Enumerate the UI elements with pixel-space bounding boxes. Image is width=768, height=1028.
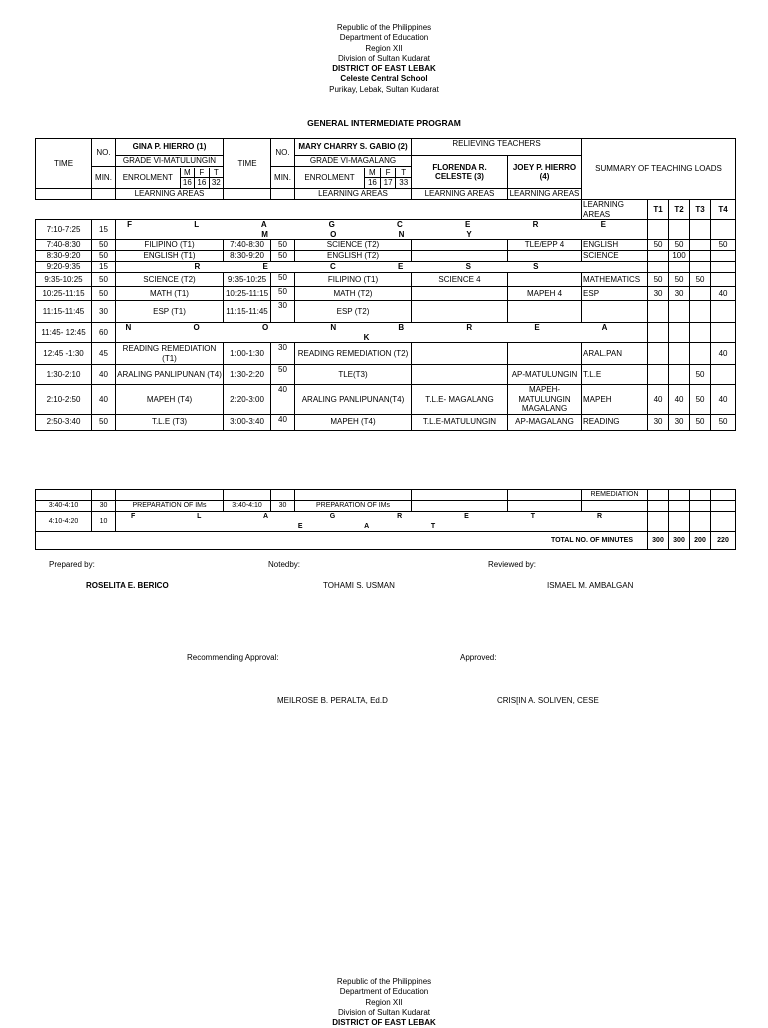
time-cell: 11:15-11:45: [224, 301, 271, 323]
col-time: TIME: [36, 139, 92, 189]
time-cell: 1:30-2:10: [36, 365, 92, 385]
reviewed-by-name: ISMAEL M. AMBALGAN: [547, 581, 634, 590]
enr-f-value: 16: [195, 178, 209, 188]
time-cell: 10:25-11:15: [36, 287, 92, 301]
time-cell: 11:45- 12:45: [36, 323, 92, 343]
summary-label: SUMMARY OF TEACHING LOADS: [582, 139, 736, 200]
load-t2: 100: [669, 251, 690, 262]
schedule-row: [36, 323, 736, 343]
min-cell: 40: [92, 385, 116, 415]
enr-f: F: [195, 168, 209, 178]
time-cell: 3:40-4:10: [224, 501, 271, 512]
la-cell: TLE(T3): [295, 365, 412, 385]
enrolment-2: [295, 167, 412, 189]
blank-cell: [92, 189, 116, 200]
min-cell: 50: [92, 287, 116, 301]
enr-m-value: 16: [365, 178, 381, 188]
min-cell: 15: [92, 220, 116, 240]
time-cell: 2:20-3:00: [224, 385, 271, 415]
summary-la-cell: ENGLISH: [582, 240, 648, 251]
schedule-row: [36, 365, 736, 385]
total-t2: 300: [669, 532, 690, 550]
min-cell: 30: [92, 301, 116, 323]
header-line: Republic of the Philippines: [336, 23, 432, 32]
la-cell: MAPEH (T4): [116, 385, 224, 415]
load-t2: 50: [669, 273, 690, 287]
col-t4: T4: [711, 200, 736, 220]
time-cell: 12:45 -1:30: [36, 343, 92, 365]
min-cell: 30: [271, 343, 295, 365]
la-cell: TLE/EPP 4: [508, 240, 582, 251]
load-t3: [711, 220, 736, 240]
load-t3: 50: [690, 365, 711, 385]
min-cell: 50: [92, 251, 116, 262]
la-cell: [508, 343, 582, 365]
la-cell: MAPEH-MATULUNGIN MAGALANG: [508, 385, 582, 415]
min-cell: 40: [271, 385, 295, 415]
la-cell: [508, 301, 582, 323]
summary-la-cell: [648, 262, 669, 273]
letterhead: [0, 23, 768, 95]
time-cell: 9:35-10:25: [224, 273, 271, 287]
schedule-row: [36, 273, 736, 287]
load-t4: 40: [711, 385, 736, 415]
la-cell: ESP (T1): [116, 301, 224, 323]
min-cell: 30: [271, 301, 295, 323]
time-cell: 2:10-2:50: [36, 385, 92, 415]
schedule-row: [36, 220, 736, 240]
enr-t-value: 33: [396, 178, 411, 188]
la-cell: T.L.E (T3): [116, 414, 224, 430]
relieving-teachers-label: RELIEVING TEACHERS: [412, 139, 582, 156]
school-address: Purikay, Lebak, Sultan Kudarat: [329, 84, 439, 94]
load-t3: [690, 251, 711, 262]
time-cell: 4:10-4:20: [36, 512, 92, 532]
summary-la-cell: MAPEH: [582, 385, 648, 415]
grade-2: GRADE VI-MAGALANG: [295, 156, 412, 167]
load-t2: 30: [669, 287, 690, 301]
summary-la-cell: MATHEMATICS: [582, 273, 648, 287]
recommending-name: MEILROSE B. PERALTA, Ed.D: [277, 696, 388, 705]
load-t1: [648, 301, 669, 323]
time-cell: 7:10-7:25: [36, 220, 92, 240]
col-time-2: TIME: [224, 139, 271, 189]
total-t1: 300: [648, 532, 669, 550]
enr-f: F: [380, 168, 396, 178]
load-t4: 40: [711, 287, 736, 301]
load-t4: 50: [711, 414, 736, 430]
time-cell: 2:50-3:40: [36, 414, 92, 430]
time-cell: 7:40-8:30: [36, 240, 92, 251]
summary-la-cell: READING: [582, 414, 648, 430]
school-name: Celeste Central School: [340, 74, 428, 84]
learning-areas-1: LEARNING AREAS: [116, 189, 224, 200]
total-t3: 200: [690, 532, 711, 550]
load-t2: [669, 301, 690, 323]
load-t2: [669, 343, 690, 365]
la-cell: [412, 365, 508, 385]
learning-areas-3: LEARNING AREAS: [412, 189, 508, 200]
la-cell: ESP (T2): [295, 301, 412, 323]
min-cell: 50: [92, 273, 116, 287]
remediation-label: REMEDIATION: [582, 490, 648, 501]
la-cell: [508, 251, 582, 262]
schedule-row: [36, 240, 736, 251]
enr-m: M: [180, 168, 194, 178]
afternoon-table: [35, 489, 736, 550]
footer-letterhead: [0, 977, 768, 1028]
program-title: GENERAL INTERMEDIATE PROGRAM: [307, 118, 461, 128]
prepared-by-name: ROSELITA E. BERICO: [86, 581, 169, 590]
time-cell: 8:30-9:20: [224, 251, 271, 262]
la-cell: ENGLISH (T2): [295, 251, 412, 262]
la-cell: MATH (T2): [295, 287, 412, 301]
summary-la-cell: [582, 301, 648, 323]
schedule-row: [36, 251, 736, 262]
load-t3: [690, 240, 711, 251]
header-line: Division of Sultan Kudarat: [337, 53, 431, 63]
blank-cell: [36, 189, 92, 200]
min-cell: 30: [92, 501, 116, 512]
teacher-3-name: FLORENDA R. CELESTE (3): [412, 156, 508, 189]
min-cell: 10: [92, 512, 116, 532]
enr-m-value: 16: [180, 178, 194, 188]
load-t1: [669, 220, 690, 240]
teacher-4-name: JOEY P. HIERRO (4): [508, 156, 582, 189]
min-cell: 30: [271, 501, 295, 512]
la-cell: ARALING PANLIPUNAN(T4): [295, 385, 412, 415]
schedule-row: [36, 385, 736, 415]
district-name: DISTRICT OF EAST LEBAK: [332, 64, 436, 74]
load-t1: [648, 365, 669, 385]
la-cell: AP-MATULUNGIN: [508, 365, 582, 385]
min-cell: 50: [271, 251, 295, 262]
col-t3: T3: [690, 200, 711, 220]
load-t1: [648, 251, 669, 262]
summary-la-cell: [648, 323, 669, 343]
load-t1: 30: [648, 414, 669, 430]
spacer: [36, 200, 582, 220]
load-t2: [690, 323, 711, 343]
la-cell: PREPARATION OF IMs: [116, 501, 224, 512]
load-t3: 50: [690, 385, 711, 415]
header-line: Department of Education: [339, 33, 429, 43]
min-cell: 50: [271, 240, 295, 251]
total-t4: 220: [711, 532, 736, 550]
learning-areas-4: LEARNING AREAS: [508, 189, 582, 200]
header-line: Region XII: [365, 43, 403, 53]
load-t4: [711, 273, 736, 287]
load-t4: 40: [711, 343, 736, 365]
banner-cell: R E C E S S: [116, 262, 648, 273]
la-cell: [412, 343, 508, 365]
la-cell: [412, 301, 508, 323]
min-cell: 50: [271, 287, 295, 301]
load-t1: [669, 323, 690, 343]
enrolment-label: ENROLMENT: [116, 168, 180, 188]
load-t3: [711, 262, 736, 273]
header-line: Department of Education: [339, 987, 429, 997]
schedule-row: [36, 262, 736, 273]
la-cell: ENGLISH (T1): [116, 251, 224, 262]
learning-areas-2: LEARNING AREAS: [295, 189, 412, 200]
col-min: MIN.: [92, 167, 116, 189]
load-t1: [669, 262, 690, 273]
min-cell: 40: [271, 414, 295, 430]
min-cell: 50: [92, 240, 116, 251]
summary-la-cell: SCIENCE: [582, 251, 648, 262]
la-cell: PREPARATION OF IMs: [295, 501, 412, 512]
min-cell: 45: [92, 343, 116, 365]
banner-cell: N O O N B R E A K: [116, 323, 648, 343]
time-cell: 7:40-8:30: [224, 240, 271, 251]
grade-1: GRADE VI-MATULUNGIN: [116, 156, 224, 167]
load-t4: [711, 301, 736, 323]
enr-t: T: [396, 168, 411, 178]
min-cell: 50: [271, 273, 295, 287]
time-cell: 1:30-2:20: [224, 365, 271, 385]
load-t2: [669, 365, 690, 385]
summary-la-cell: ESP: [582, 287, 648, 301]
schedule-table: [35, 138, 736, 431]
flag-retreat-banner: F L A G R E T R E A T: [116, 512, 648, 532]
load-t3: [690, 287, 711, 301]
load-t3: 50: [690, 414, 711, 430]
load-t2: [690, 220, 711, 240]
la-cell: MATH (T1): [116, 287, 224, 301]
enr-m: M: [365, 168, 381, 178]
time-cell: 3:40-4:10: [36, 501, 92, 512]
la-cell: MAPEH (T4): [295, 414, 412, 430]
time-cell: 1:00-1:30: [224, 343, 271, 365]
load-t3: [711, 323, 736, 343]
col-no-2: NO.: [271, 139, 295, 167]
la-cell: FILIPINO (T1): [116, 240, 224, 251]
enr-t: T: [209, 168, 223, 178]
load-t2: 40: [669, 385, 690, 415]
load-t1: [648, 343, 669, 365]
reviewed-by-label: Reviewed by:: [488, 560, 537, 569]
teacher-2-name: MARY CHARRY S. GABIO (2): [295, 139, 412, 156]
min-cell: 50: [271, 365, 295, 385]
summary-la-cell: ARAL.PAN: [582, 343, 648, 365]
time-cell: 9:20-9:35: [36, 262, 92, 273]
load-t3: 50: [690, 273, 711, 287]
col-t1: T1: [648, 200, 669, 220]
load-t3: [690, 301, 711, 323]
summary-la-label: LEARNING AREAS: [582, 200, 648, 220]
load-t2: [690, 262, 711, 273]
total-minutes-label: TOTAL NO. OF MINUTES: [36, 532, 648, 550]
la-cell: [412, 251, 508, 262]
time-cell: 9:35-10:25: [36, 273, 92, 287]
schedule-row: [36, 287, 736, 301]
min-cell: 40: [92, 365, 116, 385]
la-cell: T.L.E-MATULUNGIN: [412, 414, 508, 430]
min-cell: 50: [92, 414, 116, 430]
approved-name: CRIS[IN A. SOLIVEN, CESE: [497, 696, 599, 705]
la-cell: FILIPINO (T1): [295, 273, 412, 287]
teacher-1-name: GINA P. HIERRO (1): [116, 139, 224, 156]
load-t2: 30: [669, 414, 690, 430]
schedule-row: [36, 414, 736, 430]
header-line: Region XII: [365, 997, 403, 1007]
min-cell: 60: [92, 323, 116, 343]
load-t1: 40: [648, 385, 669, 415]
approved-label: Approved:: [460, 653, 497, 662]
blank-cell: [224, 189, 271, 200]
la-cell: SCIENCE (T2): [295, 240, 412, 251]
col-no: NO.: [92, 139, 116, 167]
la-cell: SCIENCE (T2): [116, 273, 224, 287]
enr-t-value: 32: [209, 178, 223, 188]
noted-by-name: TOHAMI S. USMAN: [323, 581, 395, 590]
summary-la-cell: T.L.E: [582, 365, 648, 385]
la-cell: [412, 240, 508, 251]
col-min-2: MIN.: [271, 167, 295, 189]
schedule-row: [36, 343, 736, 365]
la-cell: AP-MAGALANG: [508, 414, 582, 430]
la-cell: [508, 273, 582, 287]
time-cell: 11:15-11:45: [36, 301, 92, 323]
col-t2: T2: [669, 200, 690, 220]
load-t1: 30: [648, 287, 669, 301]
banner-cell: F L A G C E R E M O N Y: [116, 220, 648, 240]
load-t2: 50: [669, 240, 690, 251]
la-cell: [412, 287, 508, 301]
la-cell: ARALING PANLIPUNAN (T4): [116, 365, 224, 385]
load-t4: [711, 251, 736, 262]
enrolment-label: ENROLMENT: [295, 168, 365, 188]
load-t4: 50: [711, 240, 736, 251]
la-cell: READING REMEDIATION (T1): [116, 343, 224, 365]
la-cell: T.L.E- MAGALANG: [412, 385, 508, 415]
blank-cell: [271, 189, 295, 200]
load-t3: [690, 343, 711, 365]
noted-by-label: Notedby:: [268, 560, 301, 569]
schedule-row: [36, 301, 736, 323]
prepared-by-label: Prepared by:: [49, 560, 95, 569]
recommending-label: Recommending Approval:: [187, 653, 279, 662]
time-cell: 10:25-11:15: [224, 287, 271, 301]
la-cell: READING REMEDIATION (T2): [295, 343, 412, 365]
time-cell: 3:00-3:40: [224, 414, 271, 430]
header-line: Division of Sultan Kudarat: [337, 1007, 431, 1017]
summary-la-cell: [648, 220, 669, 240]
district-name: DISTRICT OF EAST LEBAK: [332, 1018, 436, 1028]
time-cell: 8:30-9:20: [36, 251, 92, 262]
min-cell: 15: [92, 262, 116, 273]
load-t1: 50: [648, 240, 669, 251]
enr-f-value: 17: [380, 178, 396, 188]
header-line: Republic of the Philippines: [336, 977, 432, 986]
la-cell: SCIENCE 4: [412, 273, 508, 287]
load-t1: 50: [648, 273, 669, 287]
load-t4: [711, 365, 736, 385]
la-cell: MAPEH 4: [508, 287, 582, 301]
enrolment-1: [116, 167, 224, 189]
